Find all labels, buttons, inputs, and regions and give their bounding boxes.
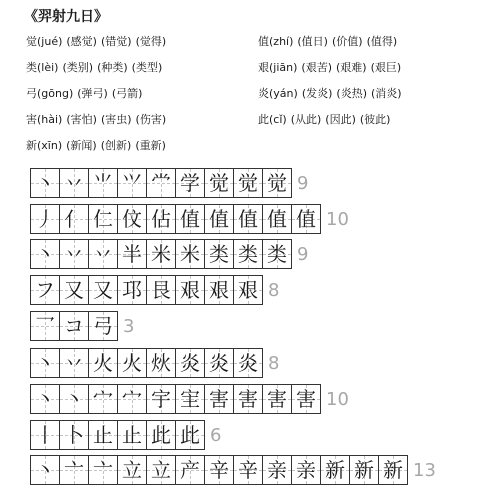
vocab-word: (重新) (135, 139, 166, 152)
vocab-row (26, 111, 486, 137)
stroke-glyph: 炎 (180, 351, 200, 375)
stroke-glyph: 丶 (35, 351, 55, 375)
stroke-glyph: 邛 (122, 278, 142, 302)
stroke-glyph: 丶 (35, 242, 55, 266)
stroke-cell (204, 455, 234, 485)
vocab-word: (值得) (366, 35, 398, 48)
character-pinyin: 此(cǐ) (258, 113, 287, 126)
stroke-cell (146, 168, 176, 198)
stroke-glyph: 丿 (35, 207, 55, 231)
stroke-cell (59, 420, 89, 450)
stroke-glyph: 伩 (122, 207, 142, 231)
stroke-cell (320, 455, 350, 485)
stroke-glyph: 卜 (64, 423, 84, 447)
stroke-glyph: 宇 (151, 387, 171, 411)
stroke-cell (204, 204, 234, 234)
stroke-order-row (30, 455, 436, 485)
stroke-glyph: 止 (122, 423, 142, 447)
stroke-glyph: 值 (209, 207, 229, 231)
stroke-order-row (30, 311, 134, 341)
stroke-cell (117, 420, 147, 450)
stroke-cell (117, 348, 147, 378)
stroke-cell (88, 384, 118, 414)
stroke-cell (59, 204, 89, 234)
stroke-order-row (30, 239, 308, 269)
vocab-word: (艰巨) (370, 61, 402, 74)
stroke-cell (59, 275, 89, 305)
vocab-word: (发炎) (301, 87, 333, 100)
stroke-glyph: 艮 (151, 278, 171, 302)
stroke-glyph: 亠 (93, 458, 113, 482)
vocab-row (26, 59, 486, 85)
stroke-glyph: 半 (122, 242, 142, 266)
stroke-cell (233, 239, 263, 269)
stroke-glyph: 丷 (93, 242, 113, 266)
stroke-cell (88, 311, 118, 341)
stroke-glyph: 火 (93, 351, 113, 375)
stroke-cell (262, 239, 292, 269)
stroke-cell (233, 275, 263, 305)
stroke-cell (88, 204, 118, 234)
stroke-cell (262, 384, 292, 414)
stroke-cell (204, 168, 234, 198)
stroke-glyph: 立 (122, 458, 142, 482)
stroke-cell (88, 168, 118, 198)
vocab-entry-right (258, 59, 401, 75)
stroke-count: 10 (326, 388, 349, 410)
stroke-cell (59, 239, 89, 269)
vocab-entry-right (258, 85, 402, 101)
vocab-word: (害怕) (66, 113, 97, 126)
stroke-cell (59, 384, 89, 414)
stroke-cell (175, 420, 205, 450)
stroke-count: 3 (123, 315, 135, 337)
stroke-cell (59, 455, 89, 485)
stroke-glyph: 新 (383, 458, 403, 482)
stroke-cell (233, 455, 263, 485)
page-title: 《羿射九日》 (24, 9, 108, 25)
vocab-word: (伤害) (135, 113, 167, 126)
stroke-cell (262, 455, 292, 485)
stroke-cell (175, 455, 205, 485)
stroke-order-row (30, 384, 349, 414)
stroke-cell (175, 275, 205, 305)
vocab-word: (害虫) (100, 113, 132, 126)
stroke-glyph: 辛 (209, 458, 229, 482)
stroke-glyph: 类 (209, 242, 229, 266)
stroke-cell (204, 239, 234, 269)
vocab-word: (弹弓) (77, 87, 108, 100)
vocab-entry-left (26, 85, 142, 101)
stroke-glyph: 弓 (93, 314, 113, 338)
stroke-glyph: 值 (296, 207, 316, 231)
stroke-glyph: 值 (267, 207, 287, 231)
stroke-cell (146, 204, 176, 234)
character-pinyin: 弓(gōng) (26, 87, 74, 100)
vocab-word: (价值) (331, 35, 363, 48)
stroke-cell (233, 348, 263, 378)
vocab-entry-left (26, 59, 162, 75)
stroke-cell (117, 168, 147, 198)
stroke-glyph: 丶 (35, 458, 55, 482)
vocab-word: (消炎) (371, 87, 402, 100)
vocab-word: (感觉) (66, 35, 97, 48)
stroke-glyph: 米 (151, 242, 171, 266)
vocab-word: (艰难) (336, 61, 367, 74)
stroke-cell (117, 239, 147, 269)
stroke-glyph: 新 (354, 458, 374, 482)
stroke-glyph: 亻 (64, 207, 84, 231)
stroke-cell (349, 455, 379, 485)
stroke-glyph: 产 (180, 458, 200, 482)
stroke-glyph: 炏 (151, 351, 171, 375)
character-pinyin: 新(xīn) (26, 139, 63, 152)
vocab-word: (新闻) (66, 139, 97, 152)
stroke-glyph: 仁 (93, 207, 113, 231)
stroke-cell (175, 239, 205, 269)
stroke-glyph: 宀 (122, 387, 142, 411)
stroke-cell (262, 168, 292, 198)
stroke-cell (146, 384, 176, 414)
stroke-cell (30, 204, 60, 234)
stroke-glyph: 丶 (35, 171, 55, 195)
vocab-word: (种类) (97, 61, 128, 74)
stroke-cell (378, 455, 408, 485)
stroke-cell (59, 348, 89, 378)
stroke-cell (88, 455, 118, 485)
stroke-glyph: 亲 (296, 458, 316, 482)
vocab-row (26, 33, 486, 59)
stroke-glyph: 丶 (64, 387, 84, 411)
stroke-cell (146, 239, 176, 269)
character-pinyin: 炎(yán) (258, 87, 298, 100)
vocab-entry-left (26, 111, 166, 127)
stroke-count: 8 (268, 352, 280, 374)
character-pinyin: 觉(jué) (26, 35, 63, 48)
stroke-count: 10 (326, 208, 349, 230)
stroke-glyph: 乛 (35, 314, 55, 338)
stroke-order-row (30, 275, 279, 305)
stroke-cell (204, 348, 234, 378)
stroke-glyph: 值 (238, 207, 258, 231)
stroke-count: 9 (297, 243, 309, 265)
stroke-glyph: 立 (151, 458, 171, 482)
stroke-cell (204, 384, 234, 414)
stroke-glyph: ⺍ (122, 171, 142, 195)
vocab-word: (创新) (100, 139, 132, 152)
stroke-cell (175, 204, 205, 234)
stroke-cell (291, 455, 321, 485)
stroke-cell (30, 420, 60, 450)
stroke-glyph: 炎 (238, 351, 258, 375)
vocab-word: (错觉) (100, 35, 132, 48)
character-pinyin: 害(hài) (26, 113, 63, 126)
vocab-word: (从此) (290, 113, 322, 126)
stroke-cell (30, 168, 60, 198)
stroke-glyph: 又 (93, 278, 113, 302)
vocab-word: (觉得) (135, 35, 167, 48)
vocab-word: (艰苦) (301, 61, 333, 74)
stroke-glyph: 亠 (64, 458, 84, 482)
stroke-glyph: 值 (180, 207, 200, 231)
stroke-glyph: 龸 (151, 171, 171, 195)
vocab-word: (弓箭) (111, 87, 143, 100)
vocab-word: (因此) (325, 113, 356, 126)
stroke-cell (30, 239, 60, 269)
stroke-glyph: 炎 (209, 351, 229, 375)
stroke-cell (88, 348, 118, 378)
vocab-word: (类型) (131, 61, 163, 74)
vocab-word: (值日) (297, 35, 328, 48)
stroke-cell (146, 348, 176, 378)
vocab-entry-left (26, 137, 166, 153)
stroke-cell (233, 204, 263, 234)
character-pinyin: 值(zhí) (258, 35, 294, 48)
stroke-glyph: 此 (151, 423, 171, 447)
stroke-order-row (30, 348, 279, 378)
vocab-word: (彼此) (359, 113, 391, 126)
stroke-cell (30, 384, 60, 414)
stroke-glyph: 宔 (180, 387, 200, 411)
stroke-cell (146, 455, 176, 485)
stroke-glyph: 丷 (64, 242, 84, 266)
stroke-glyph: 丷 (64, 351, 84, 375)
stroke-glyph: 丶 (35, 387, 55, 411)
stroke-cell (59, 168, 89, 198)
vocabulary-list (26, 33, 486, 163)
stroke-glyph: 类 (267, 242, 287, 266)
stroke-cell (291, 384, 321, 414)
stroke-cell (146, 420, 176, 450)
stroke-glyph: 宀 (93, 387, 113, 411)
stroke-cell (175, 168, 205, 198)
stroke-cell (146, 275, 176, 305)
stroke-cell (117, 275, 147, 305)
stroke-glyph: 火 (122, 351, 142, 375)
stroke-order-row (30, 420, 221, 450)
stroke-cell (117, 455, 147, 485)
stroke-glyph: ⺌ (93, 171, 113, 195)
stroke-glyph: 辛 (238, 458, 258, 482)
stroke-cell (175, 384, 205, 414)
character-pinyin: 艰(jiān) (258, 61, 298, 74)
character-pinyin: 类(lèi) (26, 61, 59, 74)
stroke-cell (233, 168, 263, 198)
vocab-entry-left (26, 33, 166, 49)
stroke-cell (30, 348, 60, 378)
stroke-glyph: 害 (267, 387, 287, 411)
stroke-glyph: 艰 (238, 278, 258, 302)
stroke-glyph: 学 (180, 171, 200, 195)
stroke-cell (262, 204, 292, 234)
vocab-word: (类别) (62, 61, 94, 74)
stroke-glyph: 丷 (64, 171, 84, 195)
stroke-cell (117, 384, 147, 414)
stroke-cell (88, 420, 118, 450)
stroke-glyph: 艰 (209, 278, 229, 302)
stroke-cell (30, 455, 60, 485)
stroke-cell (291, 204, 321, 234)
stroke-glyph: 此 (180, 423, 200, 447)
stroke-glyph: 害 (238, 387, 258, 411)
stroke-cell (30, 275, 60, 305)
stroke-cell (204, 275, 234, 305)
stroke-cell (88, 275, 118, 305)
stroke-glyph: 类 (238, 242, 258, 266)
stroke-glyph: 艰 (180, 278, 200, 302)
stroke-cell (117, 204, 147, 234)
vocab-row (26, 137, 486, 163)
stroke-glyph: 新 (325, 458, 345, 482)
vocab-entry-right (258, 33, 397, 49)
stroke-glyph: 觉 (238, 171, 258, 195)
stroke-order-row (30, 168, 308, 198)
stroke-glyph: 害 (209, 387, 229, 411)
stroke-cell (233, 384, 263, 414)
stroke-glyph: フ (35, 278, 55, 302)
vocab-row (26, 85, 486, 111)
stroke-glyph: 止 (93, 423, 113, 447)
stroke-glyph: 又 (64, 278, 84, 302)
stroke-glyph: 佔 (151, 207, 171, 231)
vocab-entry-right (258, 111, 390, 127)
stroke-count: 9 (297, 172, 309, 194)
stroke-cell (88, 239, 118, 269)
stroke-count: 13 (413, 459, 436, 481)
stroke-cell (175, 348, 205, 378)
stroke-order-row (30, 204, 349, 234)
stroke-glyph: コ (64, 314, 84, 338)
stroke-glyph: 丨 (35, 423, 55, 447)
stroke-cell (30, 311, 60, 341)
stroke-count: 6 (210, 424, 222, 446)
stroke-glyph: 觉 (267, 171, 287, 195)
stroke-glyph: 米 (180, 242, 200, 266)
stroke-glyph: 亲 (267, 458, 287, 482)
stroke-count: 8 (268, 279, 280, 301)
stroke-glyph: 害 (296, 387, 316, 411)
vocab-word: (炎热) (336, 87, 367, 100)
stroke-cell (59, 311, 89, 341)
stroke-glyph: 觉 (209, 171, 229, 195)
